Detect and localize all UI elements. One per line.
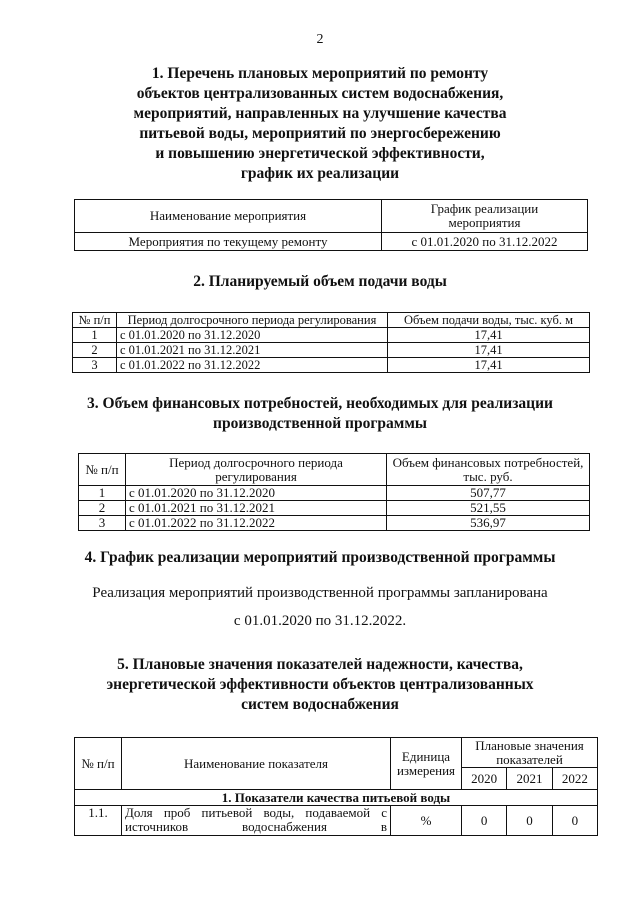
group-title: 1. Показатели качества питьевой воды (75, 790, 598, 806)
table-row (75, 806, 598, 836)
table-row (79, 501, 590, 516)
header-year: 2021 (507, 768, 552, 790)
section2-title: 2. Планируемый объем подачи воды (193, 273, 447, 290)
row-value: 17,41 (388, 358, 590, 373)
row-num: 1 (73, 328, 117, 343)
section4-title: 4. График реализации мероприятий производственной программы (84, 549, 556, 566)
row-period: с 01.01.2020 по 31.12.2020 (126, 486, 387, 501)
row-value-2021: 0 (507, 806, 552, 836)
row-num: 1.1. (75, 806, 122, 836)
header-event-name: Наименование мероприятия (75, 200, 382, 233)
row-period: с 01.01.2020 по 31.12.2020 (117, 328, 388, 343)
row-name-line: источников водоснабжения в (125, 819, 387, 834)
row-period: с 01.01.2021 по 31.12.2021 (126, 501, 387, 516)
row-indicator-name (122, 806, 391, 836)
row-period: с 01.01.2022 по 31.12.2022 (117, 358, 388, 373)
section5-title (0, 655, 640, 715)
row-value: 536,97 (387, 516, 590, 531)
row-value-2020: 0 (462, 806, 507, 836)
row-period: с 01.01.2021 по 31.12.2021 (117, 343, 388, 358)
row-period: с 01.01.2022 по 31.12.2022 (126, 516, 387, 531)
section4-text-line: Реализация мероприятий производственной программы запланирована (92, 585, 548, 601)
header-schedule (382, 200, 588, 233)
row-value: 521,55 (387, 501, 590, 516)
section3-title (0, 394, 640, 434)
header-year: 2022 (552, 768, 597, 790)
row-value: 17,41 (388, 328, 590, 343)
table-row (79, 516, 590, 531)
water-supply-table (72, 312, 590, 373)
header-finance: Объем финансовых потребностей, тыс. руб. (387, 454, 590, 486)
header-year: 2020 (462, 768, 507, 790)
table-row (79, 486, 590, 501)
section1-title-line: 1. Перечень плановых мероприятий по ремонту (151, 65, 489, 82)
header-unit-line: измерения (396, 762, 456, 778)
header-schedule-line: График реализации (430, 201, 539, 216)
section1-title (0, 64, 640, 184)
row-name-line: Доля проб питьевой воды, подаваемой с (125, 805, 387, 820)
header-num: № п/п (73, 313, 117, 328)
table-row (73, 358, 590, 373)
header-volume: Объем подачи воды, тыс. куб. м (388, 313, 590, 328)
section5-title-line: систем водоснабжения (241, 696, 399, 713)
row-num: 1 (79, 486, 126, 501)
header-period: Период долгосрочного периода регулирования (126, 454, 387, 486)
section4-text-line: с 01.01.2020 по 31.12.2022. (233, 613, 407, 629)
section1-title-line: объектов централизованных систем водоснабжения, (136, 85, 504, 102)
header-period: Период долгосрочного периода регулирования (117, 313, 388, 328)
section5-title-line: 5. Плановые значения показателей надежности, качества, (117, 656, 523, 673)
page-number: 2 (316, 32, 324, 47)
header-num: № п/п (75, 738, 122, 790)
events-table (74, 199, 588, 251)
header-unit-line: Единица (401, 748, 451, 764)
row-num: 2 (73, 343, 117, 358)
indicators-table (74, 737, 598, 836)
section1-title-line: и повышению энергетической эффективности, (155, 145, 485, 162)
header-plan-values: Плановые значения показателей (462, 738, 598, 768)
row-num: 3 (73, 358, 117, 373)
section3-title-line: 3. Объем финансовых потребностей, необходимых для реализации (87, 395, 553, 412)
section1-title-line: питьевой воды, мероприятий по энергосбережению (139, 125, 501, 142)
row-value: 507,77 (387, 486, 590, 501)
row-value: 17,41 (388, 343, 590, 358)
header-num: № п/п (79, 454, 126, 486)
finance-table (78, 453, 590, 531)
table-row (73, 328, 590, 343)
row-num: 2 (79, 501, 126, 516)
section5-title-line: энергетической эффективности объектов централизованных (106, 676, 534, 693)
header-indicator-name: Наименование показателя (122, 738, 391, 790)
section1-title-line: мероприятий, направленных на улучшение качества (133, 105, 507, 122)
header-unit (391, 738, 462, 790)
section3-title-line: производственной программы (213, 415, 427, 432)
event-name-cell: Мероприятия по текущему ремонту (75, 233, 382, 251)
row-num: 3 (79, 516, 126, 531)
row-value-2022: 0 (552, 806, 597, 836)
table-row (73, 343, 590, 358)
section1-title-line: график их реализации (240, 165, 400, 182)
row-unit: % (391, 806, 462, 836)
header-schedule-line: мероприятия (448, 215, 521, 230)
event-schedule-cell: с 01.01.2020 по 31.12.2022 (382, 233, 588, 251)
